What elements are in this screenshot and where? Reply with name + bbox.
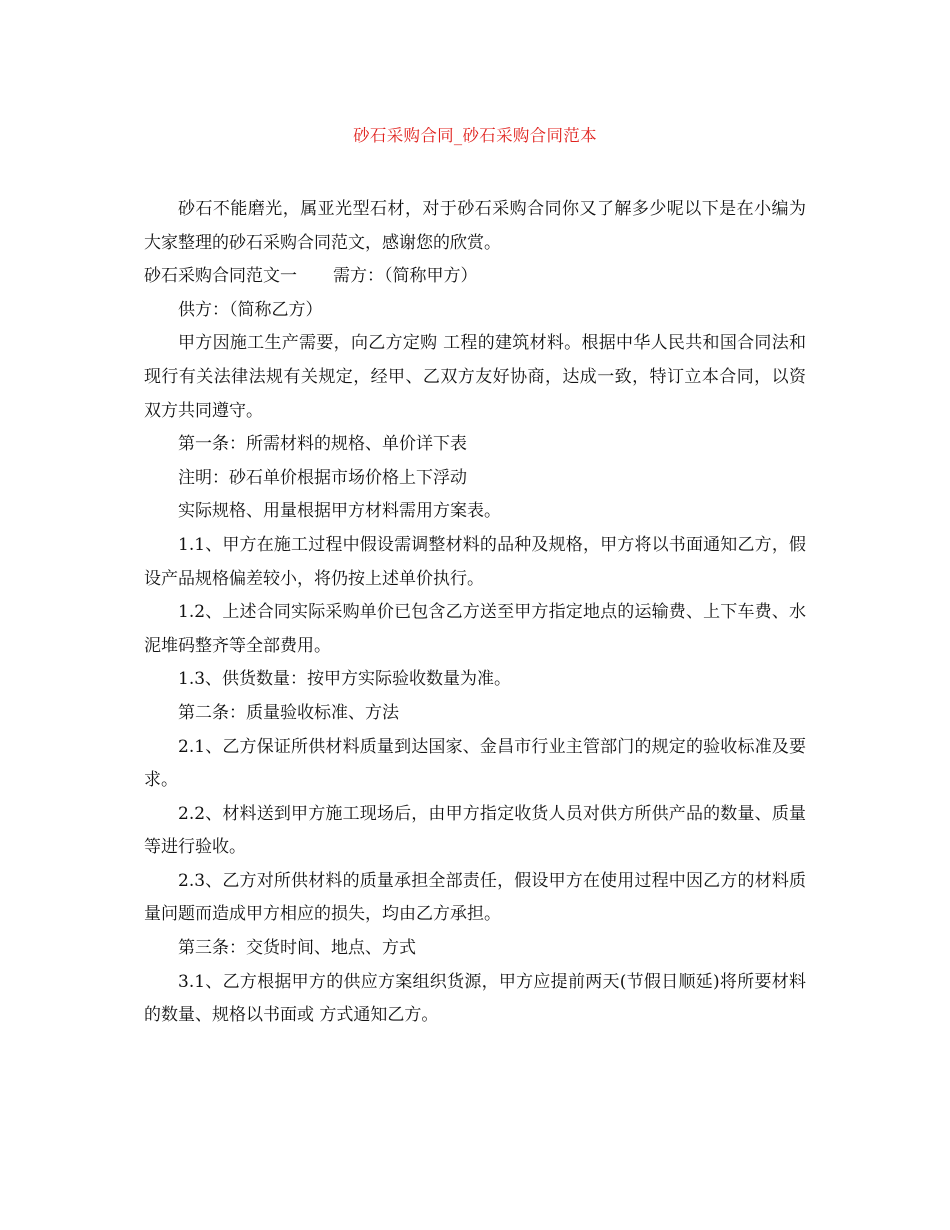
note-paragraph: 注明：砂石单价根据市场价格上下浮动 (178, 467, 467, 488)
preamble-paragraph: 甲方因施工生产需要，向乙方定购 工程的建筑材料。根据中华人民共和国合同法和现行有关法律法规有关规定，经甲、乙双方友好协商，达成一致，特订立本合同，以资双方共同遵守。 (144, 333, 806, 421)
clause-3-1: 3.1、乙方根据甲方的供应方案组织货源，甲方应提前两天(节假日顺延)将所要材料的数量、规格以书面或 方式通知乙方。 (144, 971, 806, 1026)
document-title: 砂石采购合同_砂石采购合同范本 (353, 126, 597, 145)
clause-2-3: 2.3、乙方对所供材料的质量承担全部责任，假设甲方在使用过程中因乙方的材料质量问题而造成甲方相应的损失，均由乙方承担。 (144, 870, 806, 925)
clause-1-2: 1.2、上述合同实际采购单价已包含乙方送至甲方指定地点的运输费、上下车费、水泥堆码整齐等全部费用。 (144, 602, 806, 656)
clause-2-2: 2.2、材料送到甲方施工现场后，由甲方指定收货人员对供方所供产品的数量、质量等进行验收。 (144, 803, 806, 858)
buyer-line: 需方：（简称甲方） (333, 266, 478, 287)
intro-paragraph: 砂石不能磨光，属亚光型石材，对于砂石采购合同你又了解多少呢以下是在小编为大家整理的砂石采购合同范文，感谢您的欣赏。 (144, 199, 806, 253)
article-1-heading: 第一条：所需材料的规格、单价详下表 (178, 434, 467, 455)
article-3-heading: 第三条：交货时间、地点、方式 (178, 938, 416, 959)
clause-2-1: 2.1、乙方保证所供材料质量到达国家、金昌市行业主管部门的规定的验收标准及要求。 (144, 736, 806, 791)
article-2-heading: 第二条：质量验收标准、方法 (178, 702, 399, 723)
sample-label: 砂石采购合同范文一 (144, 266, 297, 287)
sample-heading-line (144, 260, 806, 294)
document-body (144, 193, 806, 1033)
clause-1-1: 1.1、甲方在施工过程中假设需调整材料的品种及规格，甲方将以书面通知乙方，假设产品规格偏差较小，将仍按上述单价执行。 (144, 534, 806, 589)
actual-spec-paragraph: 实际规格、用量根据甲方材料需用方案表。 (178, 501, 501, 522)
clause-1-3: 1.3、供货数量：按甲方实际验收数量为准。 (178, 669, 512, 690)
supplier-line: 供方：（简称乙方） (178, 299, 323, 320)
